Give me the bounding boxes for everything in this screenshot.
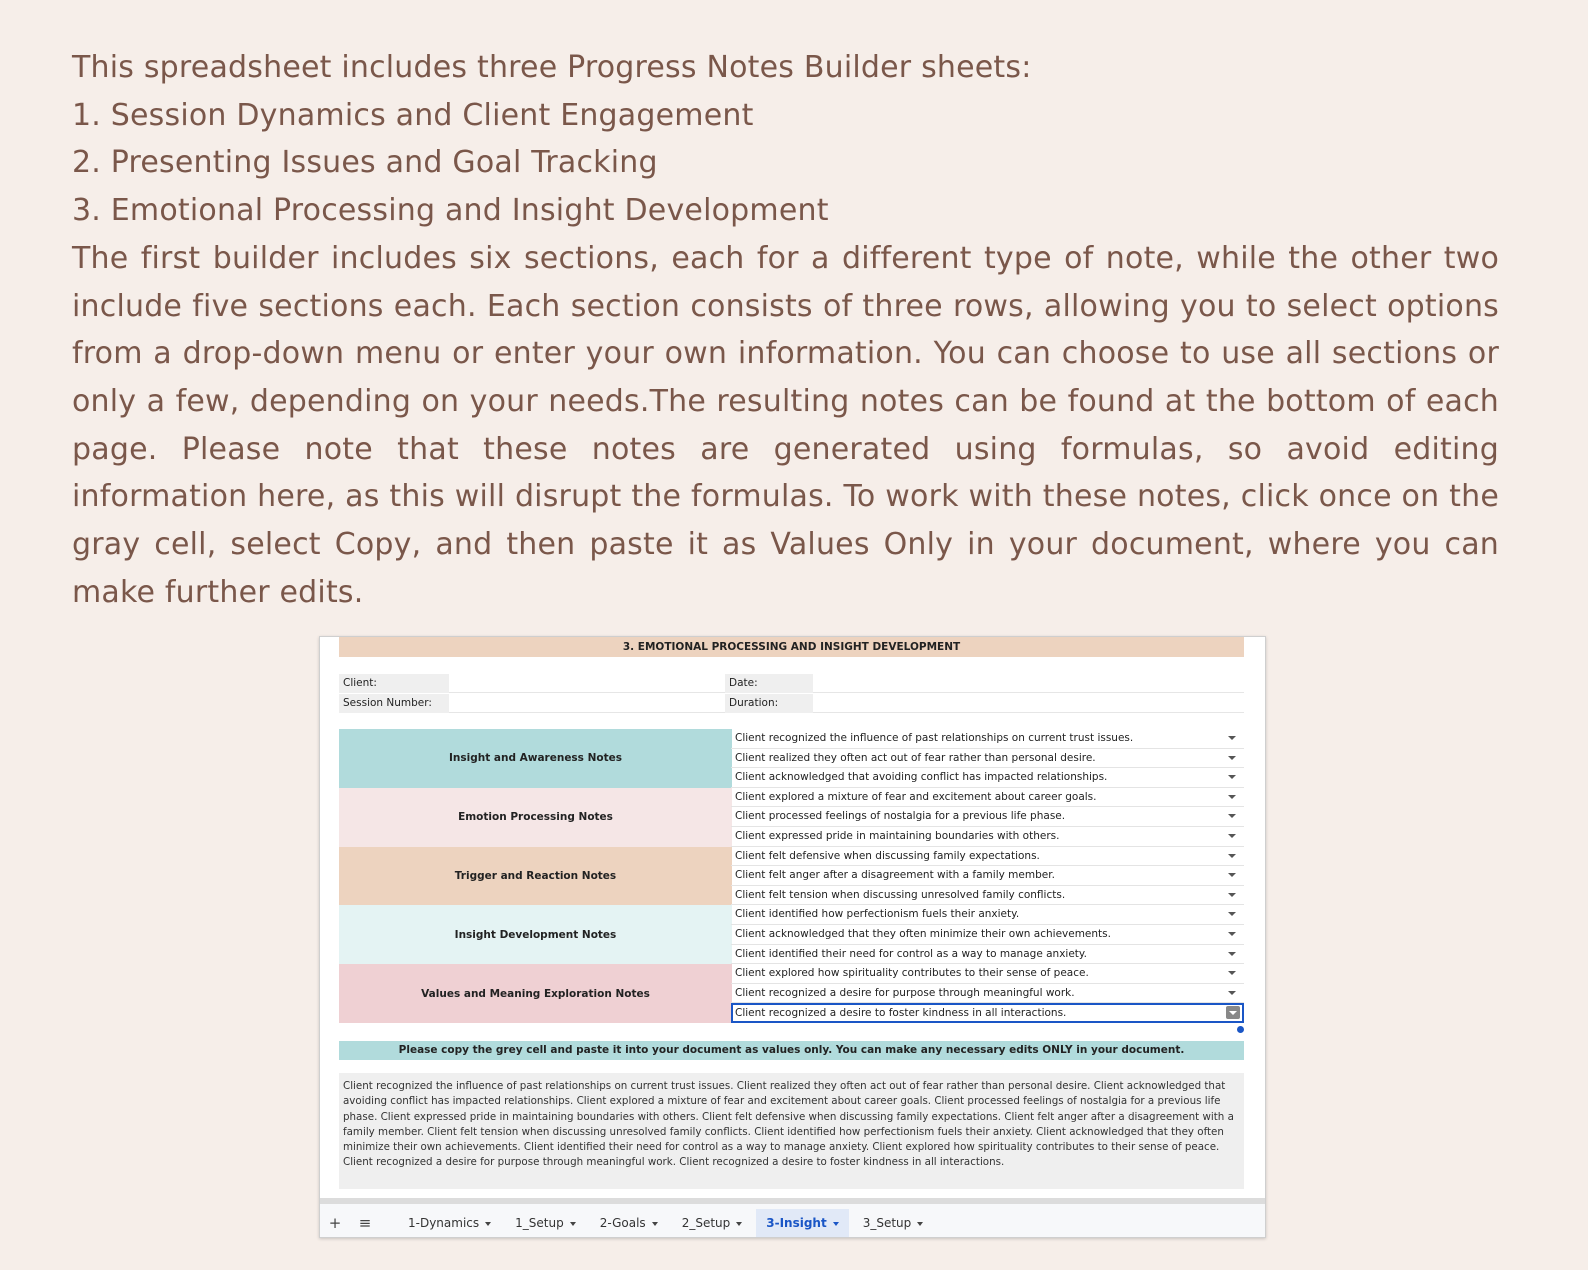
section-label[interactable]: Insight Development Notes <box>339 905 732 964</box>
note-dropdown-row[interactable] <box>731 964 1244 984</box>
note-option-text: Client explored a mixture of fear and excitement about career goals. <box>735 790 1097 803</box>
note-dropdown-row[interactable] <box>731 768 1244 788</box>
note-option-text: Client processed feelings of nostalgia for a previous life phase. <box>735 810 1066 823</box>
session-number-label[interactable]: Session Number: <box>339 694 449 713</box>
chevron-down-icon[interactable] <box>833 1222 839 1226</box>
spreadsheet-screenshot <box>319 636 1266 1238</box>
dropdown-arrow-icon[interactable] <box>1228 814 1236 818</box>
sheet-tab[interactable] <box>590 1209 668 1237</box>
sheet-tab[interactable] <box>505 1209 586 1237</box>
sheet-tab[interactable] <box>853 1209 934 1237</box>
section-label[interactable]: Insight and Awareness Notes <box>339 729 732 788</box>
note-dropdown-row[interactable] <box>731 1003 1244 1023</box>
date-input[interactable] <box>813 674 1244 693</box>
chevron-down-icon[interactable] <box>917 1222 923 1226</box>
selection-fill-handle[interactable] <box>1236 1025 1245 1034</box>
dropdown-arrow-icon[interactable] <box>1228 912 1236 916</box>
note-dropdown-row[interactable] <box>731 807 1244 827</box>
note-dropdown-row[interactable] <box>731 945 1244 965</box>
note-option-text: Client realized they often act out of fear rather than personal desire. <box>735 751 1096 764</box>
dropdown-arrow-icon[interactable] <box>1228 971 1236 975</box>
dropdown-arrow-icon[interactable] <box>1228 756 1236 760</box>
note-option-text: Client acknowledged that avoiding conflict has impacted relationships. <box>735 771 1108 784</box>
sheet-tab-bar <box>320 1198 1265 1238</box>
note-option-text: Client recognized the influence of past relationships on current trust issues. <box>735 732 1134 744</box>
plus-icon[interactable]: + <box>328 1214 342 1232</box>
intro-list-item-3: 3. Emotional Processing and Insight Development <box>72 193 829 229</box>
note-dropdown-row[interactable] <box>731 925 1244 945</box>
chevron-down-icon[interactable] <box>652 1222 658 1226</box>
sheet-tab-label: 1_Setup <box>515 1216 564 1230</box>
note-dropdown-row[interactable] <box>731 984 1244 1004</box>
sheet-tab[interactable] <box>398 1209 501 1237</box>
section-label[interactable]: Trigger and Reaction Notes <box>339 847 732 906</box>
dropdown-arrow-icon[interactable] <box>1228 775 1236 779</box>
dropdown-arrow-icon[interactable] <box>1228 873 1236 877</box>
dropdown-arrow-icon[interactable] <box>1228 991 1236 995</box>
note-option-text: Client recognized a desire to foster kindness in all interactions. <box>735 1007 1067 1020</box>
note-dropdown-row[interactable] <box>731 886 1244 906</box>
sheet-title[interactable]: 3. EMOTIONAL PROCESSING AND INSIGHT DEVELOPMENT <box>339 637 1244 657</box>
menu-icon[interactable]: ≡ <box>358 1214 372 1232</box>
client-input[interactable] <box>449 674 731 693</box>
session-number-input[interactable] <box>449 694 731 713</box>
dropdown-arrow-icon[interactable] <box>1228 854 1236 858</box>
sheet-tab-label: 3_Setup <box>862 1216 912 1230</box>
note-option-text: Client identified their need for control as a way to manage anxiety. <box>735 947 1087 960</box>
note-dropdown-row[interactable] <box>731 827 1244 847</box>
client-label[interactable]: Client: <box>339 674 449 693</box>
dropdown-arrow-icon[interactable] <box>1226 1006 1240 1019</box>
note-option-text: Client acknowledged that they often minimize their own achievements. <box>735 928 1111 940</box>
note-option-text: Client identified how perfectionism fuels their anxiety. <box>735 908 1020 921</box>
note-option-text: Client recognized a desire for purpose through meaningful work. <box>735 986 1075 999</box>
dropdown-arrow-icon[interactable] <box>1228 834 1236 838</box>
note-dropdown-row[interactable] <box>731 788 1244 808</box>
sheet-tab-label: 1-Dynamics <box>408 1216 480 1230</box>
sheet-tab[interactable] <box>672 1209 753 1237</box>
sheet-tabs <box>398 1209 937 1237</box>
intro-text <box>72 44 1499 616</box>
dropdown-arrow-icon[interactable] <box>1228 952 1236 956</box>
note-option-text: Client explored how spirituality contributes to their sense of peace. <box>735 967 1089 980</box>
note-dropdown-row[interactable] <box>731 866 1244 886</box>
dropdown-arrow-icon[interactable] <box>1228 893 1236 897</box>
section-label[interactable]: Values and Meaning Exploration Notes <box>339 964 732 1023</box>
intro-list-item-2: 2. Presenting Issues and Goal Tracking <box>72 145 658 181</box>
dropdown-arrow-icon[interactable] <box>1228 932 1236 936</box>
duration-label[interactable]: Duration: <box>725 694 813 713</box>
dropdown-arrow-icon[interactable] <box>1228 736 1236 740</box>
sheet-tab-label: 2-Goals <box>599 1216 646 1230</box>
intro-heading: This spreadsheet includes three Progress Notes Builder sheets: <box>72 50 1032 85</box>
date-label[interactable]: Date: <box>725 674 813 693</box>
dropdown-arrow-icon[interactable] <box>1228 795 1236 799</box>
note-dropdown-row[interactable] <box>731 749 1244 769</box>
note-option-text: Client felt anger after a disagreement with a family member. <box>735 869 1055 882</box>
sheet-tab[interactable] <box>756 1209 848 1237</box>
section-label[interactable]: Emotion Processing Notes <box>339 788 732 847</box>
note-option-text: Client expressed pride in maintaining boundaries with others. <box>735 830 1060 842</box>
note-option-text: Client felt defensive when discussing family expectations. <box>735 849 1040 862</box>
note-dropdown-row[interactable] <box>731 905 1244 925</box>
sheet-tab-label: 2_Setup <box>681 1216 731 1230</box>
copy-instruction[interactable]: Please copy the grey cell and paste it into your document as values only. You can make any necessary edits ONLY in your document. <box>339 1041 1244 1060</box>
chevron-down-icon[interactable] <box>570 1222 576 1226</box>
intro-paragraph: The first builder includes six sections, each for a different type of note, while the other two include five sections each. Each section consists of three rows, allowing you to select options from a drop-down menu or enter your own information. You can choose to use all sections or only a few, depending on your needs.The resulting notes can be found at the bottom of each page. Please note that these notes are generated using formulas, so avoid editing information here, as this will disrupt the formulas. To work with these notes, click once on the gray cell, select Copy, and then paste it as Values Only in your document, where you can make further edits. <box>72 240 1499 610</box>
intro-list-item-1: 1. Session Dynamics and Client Engagement <box>72 97 754 133</box>
chevron-down-icon[interactable] <box>485 1222 491 1226</box>
chevron-down-icon[interactable] <box>736 1222 742 1226</box>
duration-input[interactable] <box>813 694 1244 713</box>
generated-notes-cell[interactable]: Client recognized the influence of past relationships on current trust issues. Client realized they often act out of fear rather than personal desire. Client acknowledged that avoiding conflict has impacted relationships. Client explored a mixture of fear and excitement about career goals. Client processed feelings of nostalgia for a previous life phase. Client expressed pride in maintaining boundaries with others. Client felt defensive when discussing family expectations. Client felt anger after a disagreement with a family member. Client felt tension when discussing unresolved family conflicts. Client identified how perfectionism fuels their anxiety. Client acknowledged that they often minimize their own achievements. Client identified their need for control as a way to manage anxiety. Client explored how spirituality contributes to their sense of peace. Client recognized a desire for purpose through meaningful work. Client recognized a desire to foster kindness in all interactions. <box>339 1073 1244 1189</box>
note-dropdown-row[interactable] <box>731 847 1244 867</box>
sheet-tab-label: 3-Insight <box>766 1216 827 1230</box>
note-option-text: Client felt tension when discussing unresolved family conflicts. <box>735 888 1066 901</box>
note-dropdown-row[interactable] <box>731 729 1244 749</box>
